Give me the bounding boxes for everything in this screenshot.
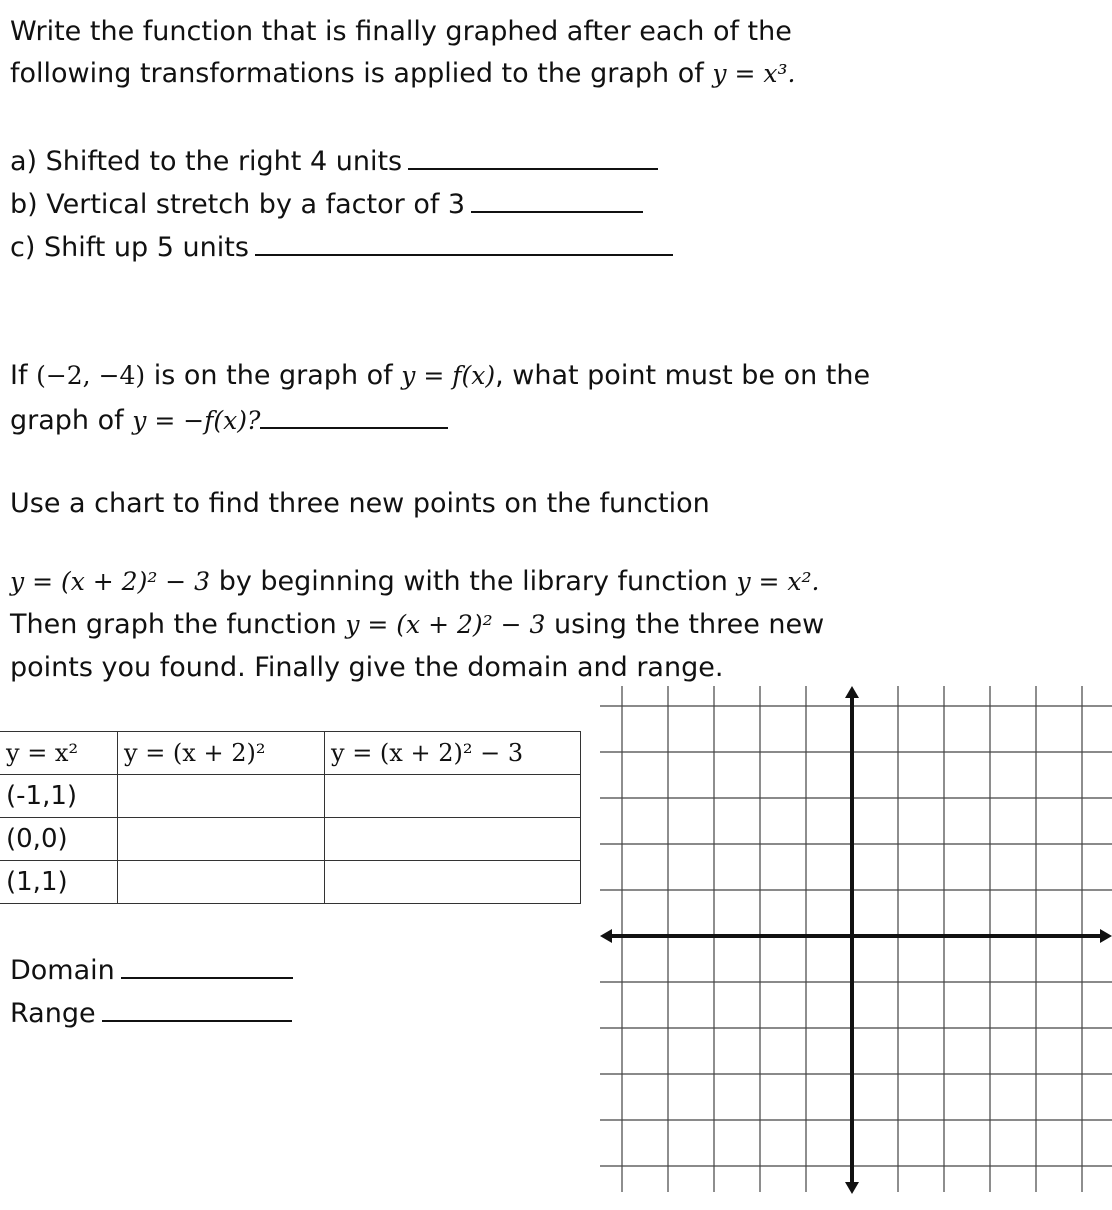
table-row xyxy=(0,818,581,861)
range-blank[interactable] xyxy=(102,998,292,1022)
q2-point: (−2, −4) xyxy=(36,361,146,390)
transformation-c-label: c) Shift up 5 units xyxy=(10,232,249,263)
intro-math: y = x³. xyxy=(712,59,796,88)
table-cell-input[interactable] xyxy=(118,818,325,861)
answer-blank-point[interactable] xyxy=(260,405,448,429)
table-cell-input[interactable] xyxy=(118,775,325,818)
q2-func: y = f(x) xyxy=(401,361,496,390)
table-cell: (0,0) xyxy=(0,818,118,861)
table-cell-input[interactable] xyxy=(118,861,325,904)
transformation-b-label: b) Vertical stretch by a factor of 3 xyxy=(10,189,466,220)
question3-line-2 xyxy=(10,568,819,595)
q2-text-if: If xyxy=(10,360,28,391)
q3-text-then: Then graph the function xyxy=(10,609,337,640)
question3-line-4: points you found. Finally give the domain and range. xyxy=(10,652,724,683)
transformation-a-label: a) Shifted to the right 4 units xyxy=(10,146,403,177)
transformation-b xyxy=(10,189,643,218)
y-axis xyxy=(845,686,859,1194)
coordinate-grid[interactable] xyxy=(600,686,1112,1196)
q3-library-func: y = x². xyxy=(736,567,820,596)
question3-line-1: Use a chart to find three new points on the function xyxy=(10,488,710,519)
table-cell: (1,1) xyxy=(0,861,118,904)
intro-line-2-text: following transformations is applied to the graph of xyxy=(10,58,704,89)
q3-text-mid: by beginning with the library function xyxy=(218,566,728,597)
range-line xyxy=(10,998,292,1027)
q2-text-post: , what point must be on the xyxy=(495,360,871,391)
answer-blank-c[interactable] xyxy=(255,232,673,256)
table-cell-input[interactable] xyxy=(325,818,581,861)
transformation-a xyxy=(10,146,658,175)
q2-text-graph-of: graph of xyxy=(10,405,124,436)
table-cell-input[interactable] xyxy=(325,775,581,818)
answer-blank-b[interactable] xyxy=(471,189,643,213)
table-header: y = (x + 2)² − 3 xyxy=(325,732,581,775)
table-cell: (-1,1) xyxy=(0,775,118,818)
intro-line-2 xyxy=(10,60,795,87)
intro-line-1: Write the function that is finally graphed after each of the xyxy=(10,16,792,47)
domain-blank[interactable] xyxy=(121,955,293,979)
table-header: y = x² xyxy=(0,732,118,775)
grid-lines xyxy=(600,686,1112,1192)
table-header: y = (x + 2)² xyxy=(118,732,325,775)
question2-line-2 xyxy=(10,405,448,434)
table-cell-input[interactable] xyxy=(325,861,581,904)
q2-neg-func: y = −f(x)? xyxy=(132,406,261,435)
table-row xyxy=(0,861,581,904)
q3-text-using: using the three new xyxy=(554,609,825,640)
transformation-c xyxy=(10,232,673,261)
range-label: Range xyxy=(10,998,96,1029)
q3-func: y = (x + 2)² − 3 xyxy=(10,567,211,596)
answer-blank-a[interactable] xyxy=(408,146,658,170)
table-row xyxy=(0,775,581,818)
x-axis xyxy=(600,929,1112,943)
domain-line xyxy=(10,955,293,984)
table-header-row xyxy=(0,732,581,775)
q3-func-repeat: y = (x + 2)² − 3 xyxy=(345,610,546,639)
domain-label: Domain xyxy=(10,955,115,986)
question2-line-1 xyxy=(10,362,870,389)
q2-text-mid: is on the graph of xyxy=(153,360,393,391)
question3-line-3 xyxy=(10,611,824,638)
points-table xyxy=(0,731,581,904)
